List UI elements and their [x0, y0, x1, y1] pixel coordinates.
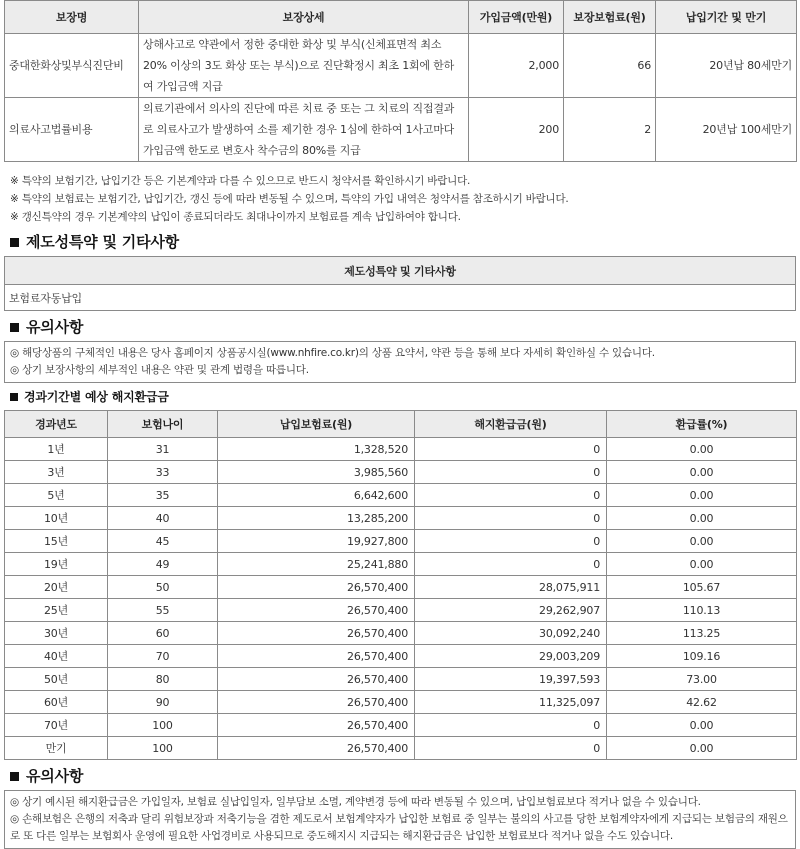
surrender-row: [5, 645, 797, 668]
paid-premium: 26,570,400: [218, 714, 415, 737]
col-header-surrender-value: 해지환급금(원): [415, 411, 607, 438]
surrender-value: 11,325,097: [415, 691, 607, 714]
caution-box: [4, 341, 796, 383]
surrender-title-text: 경과기간별 예상 해지환급금: [24, 390, 169, 404]
refund-rate: 0.00: [607, 438, 797, 461]
surrender-section-title: [10, 388, 800, 406]
caution-section-title-2: [10, 766, 800, 786]
rider-notes: [10, 172, 800, 226]
coverage-premium: 66: [564, 34, 656, 98]
surrender-row: [5, 599, 797, 622]
insured-age: 80: [108, 668, 218, 691]
surrender-row: [5, 530, 797, 553]
rider-note: ※ 특약의 보험기간, 납입기간 등은 기본계약과 다를 수 있으므로 반드시 청약서를 확인하시기 바랍니다.: [10, 175, 471, 187]
surrender-row: [5, 484, 797, 507]
paid-premium: 26,570,400: [218, 576, 415, 599]
surrender-row: [5, 691, 797, 714]
surrender-value: 29,262,907: [415, 599, 607, 622]
insured-age: 90: [108, 691, 218, 714]
refund-rate: 109.16: [607, 645, 797, 668]
coverage-amount: 200: [469, 98, 564, 162]
elapsed-year: 19년: [5, 553, 108, 576]
surrender-row: [5, 737, 797, 760]
surrender-value: 0: [415, 553, 607, 576]
coverage-amount: 2,000: [469, 34, 564, 98]
system-section-title-text: 제도성특약 및 기타사항: [26, 233, 179, 251]
insured-age: 100: [108, 737, 218, 760]
section-bullet-icon: [10, 772, 19, 781]
insured-age: 40: [108, 507, 218, 530]
caution-line: ◎ 상기 보장사항의 세부적인 내용은 약관 및 관계 법령을 따릅니다.: [10, 364, 309, 376]
coverage-detail: 의료기관에서 의사의 진단에 따른 치료 중 또는 그 치료의 직접결과로 의료사고가 발생하여 소를 제기한 경우 1심에 한하여 1사고마다 가입금액 한도로 변호사 착수금의 80%를 지급: [139, 98, 469, 162]
refund-rate: 113.25: [607, 622, 797, 645]
surrender-value: 28,075,911: [415, 576, 607, 599]
paid-premium: 26,570,400: [218, 668, 415, 691]
col-header-amount: 가입금액(만원): [469, 1, 564, 34]
elapsed-year: 70년: [5, 714, 108, 737]
refund-rate: 73.00: [607, 668, 797, 691]
col-header-coverage-detail: 보장상세: [139, 1, 469, 34]
surrender-value: 30,092,240: [415, 622, 607, 645]
surrender-value: 0: [415, 507, 607, 530]
paid-premium: 26,570,400: [218, 691, 415, 714]
section-bullet-icon: [10, 238, 19, 247]
refund-rate: 42.62: [607, 691, 797, 714]
paid-premium: 6,642,600: [218, 484, 415, 507]
coverage-detail: 상해사고로 약관에서 정한 중대한 화상 및 부식(신체표면적 최소20% 이상의 3도 화상 또는 부식)으로 진단확정시 최초 1회에 한하여 가입금액 지급: [139, 34, 469, 98]
section-bullet-icon: [10, 393, 18, 401]
paid-premium: 19,927,800: [218, 530, 415, 553]
surrender-row: [5, 714, 797, 737]
col-header-paid-premium: 납입보험료(원): [218, 411, 415, 438]
refund-rate: 110.13: [607, 599, 797, 622]
col-header-refund-rate: 환급률(%): [607, 411, 797, 438]
elapsed-year: 25년: [5, 599, 108, 622]
insured-age: 35: [108, 484, 218, 507]
caution-line: ◎ 해당상품의 구체적인 내용은 당사 홈페이지 상품공시실(www.nhfire.co.kr)의 상품 요약서, 약관 등을 통해 보다 자세히 확인하실 수 있습니다.: [10, 347, 655, 359]
elapsed-year: 3년: [5, 461, 108, 484]
coverage-name: 의료사고법률비용: [5, 98, 139, 162]
surrender-row: [5, 507, 797, 530]
surrender-value: 29,003,209: [415, 645, 607, 668]
insured-age: 33: [108, 461, 218, 484]
coverage-table: [4, 0, 797, 162]
refund-rate: 0.00: [607, 553, 797, 576]
elapsed-year: 40년: [5, 645, 108, 668]
col-header-elapsed-year: 경과년도: [5, 411, 108, 438]
elapsed-year: 1년: [5, 438, 108, 461]
caution-title-text: 유의사항: [26, 318, 84, 336]
refund-rate: 105.67: [607, 576, 797, 599]
surrender-row: [5, 668, 797, 691]
insured-age: 100: [108, 714, 218, 737]
coverage-premium: 2: [564, 98, 656, 162]
elapsed-year: 30년: [5, 622, 108, 645]
section-bullet-icon: [10, 323, 19, 332]
rider-note: ※ 갱신특약의 경우 기본계약의 납입이 종료되더라도 최대나이까지 보험료를 계속 납입하여야 합니다.: [10, 211, 461, 223]
refund-rate: 0.00: [607, 737, 797, 760]
surrender-value: 0: [415, 530, 607, 553]
caution-line: ◎ 손해보험은 은행의 저축과 달리 위험보장과 저축기능을 겸한 제도로서 보험계약자가 납입한 보험료 중 일부는 불의의 사고를 당한 보험계약자에게 지급되는 보험금의 재원으로 또 다른 일부는 보험회사 운영에 필요한 사업경비로 사용되므로 중도해지시 지급되는 해지환급금은 납입한 보험료보다 적거나 없을 수도 있습니다.: [10, 813, 788, 842]
insured-age: 31: [108, 438, 218, 461]
refund-rate: 0.00: [607, 484, 797, 507]
surrender-header-row: [5, 411, 797, 438]
coverage-header-row: [5, 1, 797, 34]
elapsed-year: 50년: [5, 668, 108, 691]
surrender-row: [5, 553, 797, 576]
paid-premium: 26,570,400: [218, 622, 415, 645]
refund-rate: 0.00: [607, 714, 797, 737]
system-header-row: [5, 257, 796, 285]
refund-rate: 0.00: [607, 530, 797, 553]
elapsed-year: 만기: [5, 737, 108, 760]
surrender-row: [5, 461, 797, 484]
paid-premium: 1,328,520: [218, 438, 415, 461]
coverage-name: 중대한화상및부식진단비: [5, 34, 139, 98]
refund-rate: 0.00: [607, 507, 797, 530]
caution-line: ◎ 상기 예시된 해지환급금은 가입일자, 보험료 실납입일자, 일부담보 소멸, 계약변경 등에 따라 변동될 수 있으며, 납입보험료보다 적거나 없을 수 있습니다.: [10, 796, 701, 808]
surrender-value: 0: [415, 714, 607, 737]
insured-age: 55: [108, 599, 218, 622]
col-header-insured-age: 보험나이: [108, 411, 218, 438]
surrender-table-body: [5, 438, 797, 760]
insured-age: 70: [108, 645, 218, 668]
elapsed-year: 60년: [5, 691, 108, 714]
rider-note: ※ 특약의 보험료는 보험기간, 납입기간, 갱신 등에 따라 변동될 수 있으며, 특약의 가입 내역은 청약서를 참조하시기 바랍니다.: [10, 193, 569, 205]
elapsed-year: 5년: [5, 484, 108, 507]
caution-section-title: [10, 317, 800, 337]
coverage-row: [5, 98, 797, 162]
system-section-title: [10, 232, 800, 252]
surrender-value: 19,397,593: [415, 668, 607, 691]
surrender-value: 0: [415, 737, 607, 760]
col-header-premium: 보장보험료(원): [564, 1, 656, 34]
paid-premium: 25,241,880: [218, 553, 415, 576]
surrender-value-table: [4, 410, 797, 760]
elapsed-year: 15년: [5, 530, 108, 553]
surrender-value: 0: [415, 438, 607, 461]
col-header-coverage-name: 보장명: [5, 1, 139, 34]
system-value: 보험료자동납입: [5, 285, 796, 311]
paid-premium: 26,570,400: [218, 599, 415, 622]
paid-premium: 26,570,400: [218, 737, 415, 760]
surrender-row: [5, 438, 797, 461]
insured-age: 45: [108, 530, 218, 553]
coverage-period: 20년납 100세만기: [656, 98, 797, 162]
coverage-period: 20년납 80세만기: [656, 34, 797, 98]
paid-premium: 3,985,560: [218, 461, 415, 484]
system-rider-table: [4, 256, 796, 311]
system-row: [5, 285, 796, 311]
paid-premium: 13,285,200: [218, 507, 415, 530]
system-header: 제도성특약 및 기타사항: [5, 257, 796, 285]
surrender-row: [5, 576, 797, 599]
insured-age: 50: [108, 576, 218, 599]
caution-box-2: [4, 790, 796, 849]
insured-age: 49: [108, 553, 218, 576]
caution-title-text-2: 유의사항: [26, 767, 84, 785]
refund-rate: 0.00: [607, 461, 797, 484]
surrender-row: [5, 622, 797, 645]
paid-premium: 26,570,400: [218, 645, 415, 668]
elapsed-year: 20년: [5, 576, 108, 599]
coverage-row: [5, 34, 797, 98]
surrender-value: 0: [415, 484, 607, 507]
insured-age: 60: [108, 622, 218, 645]
elapsed-year: 10년: [5, 507, 108, 530]
col-header-period: 납입기간 및 만기: [656, 1, 797, 34]
surrender-value: 0: [415, 461, 607, 484]
